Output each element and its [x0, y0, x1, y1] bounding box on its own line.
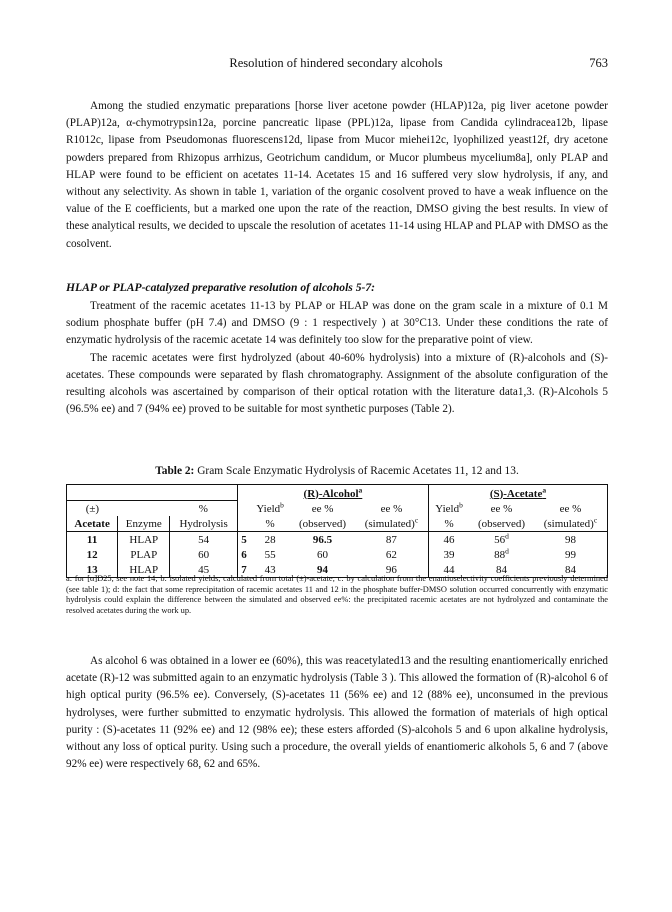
cell-s-ee-obs-sup: d [505, 546, 509, 556]
cell-s-ee-obs-value: 88 [494, 549, 506, 561]
cell-enzyme: HLAP [118, 562, 170, 578]
header-s-observed: (observed) [469, 516, 534, 532]
cell-s-ee-obs-value: 84 [496, 564, 508, 576]
cell-r-ee-obs: 94 [290, 562, 355, 578]
cell-alcohol-no: 7 [237, 562, 250, 578]
header-enzyme-blank [118, 501, 170, 517]
cell-acetate: 12 [67, 547, 118, 562]
header-s-simulated-label: (simulated) [543, 518, 594, 530]
cell-hydrolysis: 60 [170, 547, 238, 562]
section-heading: HLAP or PLAP-catalyzed preparative resolution of alcohols 5-7: [66, 281, 376, 294]
cell-s-ee-sim: 99 [534, 547, 608, 562]
paragraph-enzymatic-preparations [66, 98, 608, 253]
header-s-ee-obs: ee % [490, 503, 513, 515]
group-s-sup: a [542, 484, 547, 494]
paragraph-2b: The racemic acetates were first hydrolyzed (about 40-60% hydrolysis) into a mixture of (R)-alcohols and (S)-acetates. These compounds were separated by flash chromatography. Assignment of the absolute configuration of the resulting alcohols was ascertained by comparison of their optical rotation with the literature data1,3. (R)-Alcohols 5 (96.5% ee) and 7 (94% ee) proved to be suitable for most synthetic purposes (Table 2). [66, 351, 608, 416]
cell-enzyme: PLAP [118, 547, 170, 562]
paragraph-preparative-resolution [66, 298, 608, 418]
cell-alcohol-no: 6 [237, 547, 250, 562]
page-header [64, 56, 608, 74]
table-row [67, 547, 608, 562]
paragraph-1: Among the studied enzymatic preparations [horse liver acetone powder (HLAP)12a, pig liver acetone powder (PLAP)12a, α-chymotrypsin12a, porcine pancreatic lipase (PPL)12a, lipase from Candida cylindracea12b, lipase R1012c, lipase from Pseudomonas fluorescens12d, lipase from Mucor miehei12c, lyophilized yeast12f, dry acetone powders prepared from Rhizopus arrhizus, Geotrichum candidum, or Mucor plumbeus mycelium8a], only PLAP and HLAP were found to be efficient on acetates 11-14. Acetates 15 and 16 suffered very slow hydrolysis, if any, and without any selectivity. As shown in table 1, variation of the organic cosolvent proved to have a weak influence on the value of the E coefficients, but a marked one upon the rate of the reaction, DMSO giving the best results. In view of these analytical results, we decided to upscale the resolution of acetates 11-14 using HLAP and PLAP with DMSO as the cosolvent. [66, 100, 608, 250]
header-hydrolysis: Hydrolysis [170, 516, 238, 532]
header-r-ee-obs: ee % [311, 503, 334, 515]
table-footnote: a: for [α]D25, see note 14; b: isolated yields, calculated from total (±)-acetate; c: by calculation from the enantioselectivity coefficients previously determined (see table 1); d: the fact that some reprecipitation of racemic acetates 11 and 12 in the phosphate buffer-DMSO solution occurred concurrently with enzymatic hydrolysis could explain the difference between the simulated and observed ee%: the precipitated racemic acetates are not hydrolyzed and contaminate the resolved acetates during the work up. [66, 574, 608, 615]
cell-s-ee-obs [469, 547, 534, 562]
table-2 [66, 484, 608, 578]
cell-acetate: 11 [67, 532, 118, 548]
header-r-observed: (observed) [290, 516, 355, 532]
paragraph-2a: Treatment of the racemic acetates 11-13 by PLAP or HLAP was done on the gram scale in a mixture of 0.1 M sodium phosphate buffer (pH 7.4) and DMSO (9 : 1 respectively ) at 30°C13. Under these conditions the rate of enzymatic hydrolysis of the racemic acetate 14 was definitely too slow for the preparative point of view. [66, 300, 608, 347]
header-r-ee-sim: ee % [380, 503, 403, 515]
cell-s-ee-sim: 84 [534, 562, 608, 578]
cell-s-ee-obs-sup: d [505, 531, 509, 541]
header-s-simulated-sup: c [593, 515, 598, 525]
table-caption-label: Table 2: [155, 465, 195, 477]
cell-r-ee-obs: 60 [317, 549, 329, 561]
table-corner [67, 485, 238, 501]
header-r-simulated [355, 516, 429, 532]
header-pm: (±) [67, 501, 118, 517]
header-s-simulated [534, 516, 608, 532]
cell-r-yield: 43 [250, 562, 290, 578]
group-s-acetate [428, 485, 607, 501]
table-row [67, 532, 608, 548]
page-number: 763 [589, 56, 608, 70]
cell-r-yield: 28 [264, 534, 276, 546]
header-s-ee-sim: ee % [534, 501, 608, 517]
group-s-label: (S)-Acetate [489, 487, 543, 500]
cell-acetate: 13 [67, 562, 118, 578]
header-r-simulated-label: (simulated) [364, 518, 415, 530]
header-acetate: Acetate [67, 516, 118, 532]
table-caption-text: Gram Scale Enzymatic Hydrolysis of Racemic Acetates 11, 12 and 13. [197, 465, 519, 477]
header-alcohol-blank [237, 501, 250, 517]
header-s-yield-sup: b [459, 500, 463, 510]
header-pct: % [170, 501, 238, 517]
header-s-yield-label: Yield [435, 503, 460, 515]
cell-s-yield: 44 [428, 562, 469, 578]
paragraph-3: As alcohol 6 was obtained in a lower ee (60%), this was reacetylated13 and the resulting enantiomerically enriched acetate (R)-12 was submitted again to an enzymatic hydrolysis (Table 3 ). This allowed the formation of (R)-alcohol 6 of high optical purity (96.5% ee). Conversely, (S)-acetates 11 (56% ee) and 12 (88% ee), unconsumed in the previous hydrolyses, were further submitted to enzymatic hydrolysis. This allowed the formation of materials of high optical purity : (S)-acetates 11 (92% ee) and 12 (98% ee); these esters afforded (S)-alcohols 5 and 6 upon alkaline hydrolysis, without any loss of optical purity. Using such a procedure, the overall yields of enantiomeric alkohols 5, 6 and 7 (above 92% ee) were respectively 68, 62 and 65%. [66, 655, 608, 771]
cell-r-yield: 55 [264, 549, 276, 561]
header-r-yield-unit: % [250, 516, 290, 532]
cell-s-ee-sim: 98 [534, 532, 608, 548]
cell-hydrolysis: 54 [170, 532, 238, 548]
group-r-alcohol [237, 485, 428, 501]
header-alcohol-blank-2 [237, 516, 250, 532]
cell-s-ee-obs-value: 56 [494, 534, 506, 546]
cell-alcohol-no: 5 [237, 532, 250, 548]
header-r-simulated-sup: c [414, 515, 419, 525]
header-s-yield-unit: % [428, 516, 469, 532]
cell-hydrolysis: 45 [170, 562, 238, 578]
header-enzyme: Enzyme [118, 516, 170, 532]
cell-r-ee-sim: 87 [385, 534, 397, 546]
cell-enzyme: HLAP [118, 532, 170, 548]
paragraph-reacetylation [66, 653, 608, 773]
cell-r-ee-sim: 96 [355, 562, 429, 578]
cell-r-ee-sim: 62 [385, 549, 397, 561]
cell-s-ee-obs [469, 532, 534, 548]
header-r-yield [250, 501, 290, 517]
cell-s-yield: 39 [428, 547, 469, 562]
header-r-yield-sup: b [280, 500, 284, 510]
group-r-label: (R)-Alcohol [303, 487, 359, 500]
header-s-yield [428, 501, 469, 517]
cell-s-yield: 46 [428, 532, 469, 548]
group-r-sup: a [358, 484, 363, 494]
running-title: Resolution of hindered secondary alcohols [229, 56, 443, 70]
results-table [66, 484, 608, 578]
cell-r-ee-obs: 96.5 [312, 534, 333, 546]
header-r-yield-label: Yield [256, 503, 281, 515]
table-caption [66, 465, 608, 477]
